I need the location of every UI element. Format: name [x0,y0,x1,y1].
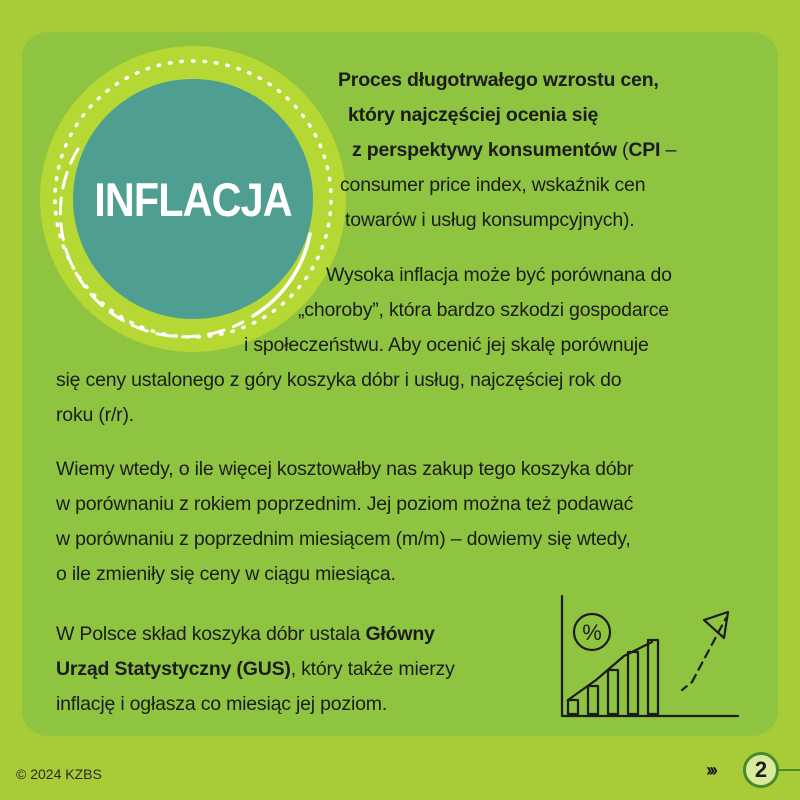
para3-line-3: inflację i ogłasza co miesiąc jej poziom. [56,693,388,715]
para3-line-1-bold: Główny [365,623,435,645]
para3-line-1-text: W Polsce skład koszyka dóbr ustala [56,623,366,645]
definition-line-3-bold: z perspektywy konsumentów [352,139,617,161]
para2-line-2: w porównaniu z rokiem poprzednim. Jej poziom można też podawać [56,493,634,515]
para1-line-4: się ceny ustalonego z góry koszyka dóbr i usług, najczęściej rok do [56,369,622,391]
page-number: 2 [743,752,779,788]
badge-title: INFLACJA [94,172,292,226]
percent-glyph: % [582,620,602,645]
definition-line-2: który najczęściej ocenia się [348,104,599,126]
para2-line-3: w porównaniu z poprzednim miesiącem (m/m) – dowiemy się wtedy, [56,528,631,550]
definition-line-3-dash: – [660,139,677,161]
para1-line-5: roku (r/r). [56,404,134,426]
para1-line-3: i społeczeństwu. Aby ocenić jej skalę porównuje [244,334,649,356]
definition-line-3 [352,136,676,164]
para3-line-2-text: , który także mierzy [290,658,455,680]
para2-line-4: o ile zmieniły się ceny w ciągu miesiąca. [56,563,396,585]
title-disc [73,79,313,319]
para3-line-2-bold: Urząd Statystyczny (GUS) [56,658,291,680]
definition-cpi: CPI [628,139,661,161]
para3-line-1 [56,620,435,648]
definition-line-1: Proces długotrwałego wzrostu cen, [338,69,659,91]
definition-line-3-paren: ( [616,139,629,161]
definition-line-5: towarów i usług konsumpcyjnych). [345,209,635,231]
para3-line-2 [56,655,455,683]
para1-line-1: Wysoka inflacja może być porównana do [326,264,672,286]
para2-line-1: Wiemy wtedy, o ile więcej kosztowałby nas zakup tego koszyka dóbr [56,458,634,480]
growth-chart-percent-icon [554,590,742,720]
copyright: © 2024 KZBS [16,766,102,782]
para1-line-2: „choroby”, która bardzo szkodzi gospodarce [298,299,669,321]
page-line [779,769,800,771]
next-chevrons-icon[interactable]: ››› [706,760,715,780]
definition-line-4: consumer price index, wskaźnik cen [340,174,646,196]
